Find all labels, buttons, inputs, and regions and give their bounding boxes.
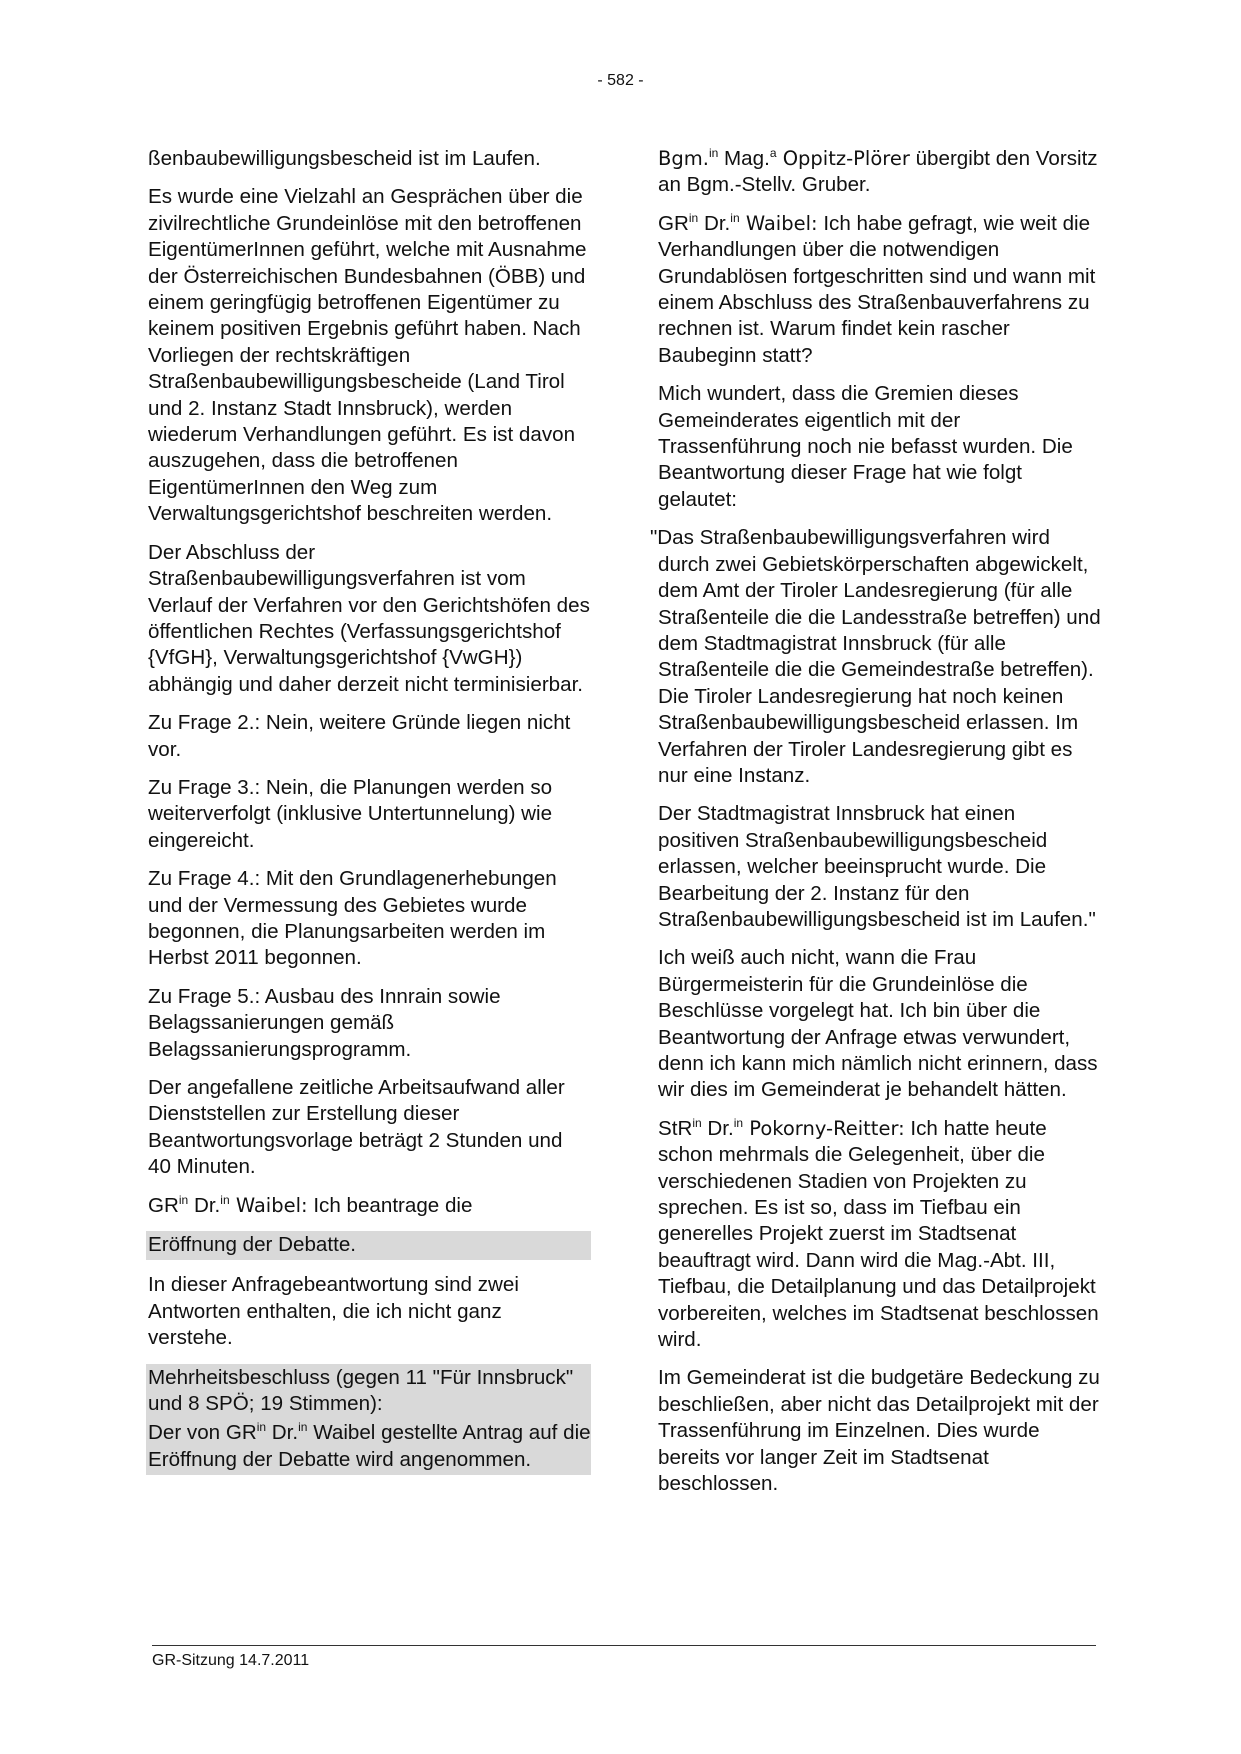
speaker-name: Waibel:	[229, 1193, 308, 1217]
right-column	[650, 146, 1101, 1510]
superscript: in	[730, 210, 740, 225]
footer-text: GR-Sitzung 14.7.2011	[152, 1652, 310, 1669]
speech-text: übergibt den Vorsitz an Bgm.-Stellv. Gruber.	[658, 147, 1098, 197]
paragraph: Es wurde eine Vielzahl an Gesprächen über die zivilrechtliche Grundeinlöse mit den betroffenen EigentümerInnen geführt, welche mit Ausnahme der Österreichischen Bundesbahnen (ÖBB) und einem geringfügig betroffenen Eigentümer zu keinem positiven Ergebnis geführt haben. Nach Vorliegen der rechtskräftigen Straßenbaubewilligungsbescheide (Land Tirol und 2. Instanz Stadt Innsbruck), werden wiederum Verhandlungen geführt. Es ist davon auszugehen, dass die betroffenen EigentümerInnen den Weg zum Verwaltungsgerichtshof beschreiten werden.	[148, 185, 587, 526]
speaker-paragraph	[658, 211, 1101, 369]
paragraph: Zu Frage 3.: Nein, die Planungen werden so weiterverfolgt (inklusive Untertunnelung) wie eingereicht.	[148, 775, 553, 852]
page-number: - 582 -	[597, 72, 644, 89]
speaker-name: Pokorny-Reitter:	[743, 1116, 905, 1140]
paragraph: ßenbaubewilligungsbescheid ist im Laufen.	[148, 147, 541, 170]
speaker-title: Bgm.	[658, 147, 709, 170]
motion-highlight: Eröffnung der Debatte.	[146, 1231, 591, 1260]
superscript: a	[769, 146, 777, 160]
speaker-name: Oppitz-Plörer	[776, 147, 910, 170]
speaker-title: StR	[658, 1116, 693, 1140]
superscript: in	[708, 146, 719, 160]
paragraph: Der Stadtmagistrat Innsbruck hat einen positiven Straßenbaubewilligungsbescheid erlassen, welcher beeinsprucht wurde. Die Bearbeitung der 2. Instanz für den Straßenbaubewilligungsbescheid ist im Laufen."	[658, 802, 1096, 931]
paragraph: Der Abschluss der Straßenbaubewilligungsverfahren ist vom Verlauf der Verfahren vor den Gerichtshöfen des öffentlichen Rechtes (Verfassungsgerichtshof {VfGH}, Verwaltungsgerichtshof {VwGH}) abhängig und daher derzeit nicht terminisierbar.	[148, 540, 590, 696]
speaker-title: GR	[148, 1193, 179, 1217]
superscript: in	[178, 1192, 189, 1207]
speaker-title: Mag.	[718, 147, 770, 170]
paragraph: Zu Frage 2.: Nein, weitere Gründe liegen nicht vor.	[148, 711, 571, 761]
resolution-highlight: Mehrheitsbeschluss (gegen 11 "Für Innsbruck" und 8 SPÖ; 19 Stimmen):	[146, 1364, 591, 1420]
speaker-paragraph	[658, 146, 1101, 199]
resolution-text: Der von GR	[148, 1421, 257, 1445]
paragraph: Zu Frage 4.: Mit den Grundlagenerhebungen und der Vermessung des Gebietes wurde begonnen, die Planungsarbeiten werden im Herbst 2011 begonnen.	[148, 867, 557, 970]
speaker-title: GR	[658, 211, 689, 235]
speaker-title: Dr.	[188, 1193, 221, 1217]
speaker-paragraph	[658, 1116, 1101, 1354]
superscript: in	[256, 1420, 267, 1435]
speech-text: Ich beantrage die	[307, 1193, 473, 1217]
superscript: in	[692, 1115, 702, 1130]
paragraph: Zu Frage 5.: Ausbau des Innrain sowie Belagssanierungen gemäß Belagssanierungsprogramm.	[148, 984, 501, 1061]
speaker-title: Dr.	[701, 1116, 734, 1140]
superscript: in	[688, 210, 699, 225]
paragraph: Der angefallene zeitliche Arbeitsaufwand aller Dienststellen zur Erstellung dieser Beantwortungsvorlage beträgt 2 Stunden und 40 Minuten.	[148, 1076, 565, 1179]
footer-divider	[152, 1645, 1096, 1646]
paragraph: In dieser Anfragebeantwortung sind zwei Antworten enthalten, die ich nicht ganz verstehe.	[148, 1273, 519, 1350]
speech-text: Ich habe gefragt, wie weit die Verhandlungen über die notwendigen Grundablösen fortgeschritten sind und wann mit einem Abschluss des Straßenbauverfahrens zu rechnen ist. Warum findet kein rascher Baubeginn statt?	[658, 211, 1096, 367]
paragraph: Im Gemeinderat ist die budgetäre Bedeckung zu beschließen, aber nicht das Detailprojekt mit der Trassenführung im Einzelnen. Dies wurde bereits vor langer Zeit im Stadtsenat beschlossen.	[658, 1366, 1100, 1496]
paragraph: Ich weiß auch nicht, wann die Frau Bürgermeisterin für die Grundeinlöse die Beschlüsse vorgelegt hat. Ich bin über die Beantwortung der Anfrage etwas verwundert, denn ich kann mich nämlich nicht erinnern, dass wir dies im Gemeinderat je behandelt hätten.	[658, 946, 1098, 1102]
resolution-text: Waibel gestellte Antrag auf die Eröffnung der Debatte wird angenommen.	[148, 1421, 591, 1471]
superscript: in	[298, 1420, 308, 1435]
speech-text: Ich hatte heute schon mehrmals die Gelegenheit, über die verschiedenen Stadien von Projekten zu sprechen. Es ist so, dass im Tiefbau ein generelles Projekt zuerst im Stadtsenat beauftragt wird. Dann wird die Mag.-Abt. III, Tiefbau, die Detailplanung und das Detailprojekt vorbereiten, welches im Stadtsenat beschlossen wird.	[658, 1116, 1099, 1352]
speaker-paragraph	[148, 1193, 591, 1219]
speaker-title: Dr.	[698, 211, 731, 235]
superscript: in	[220, 1192, 230, 1207]
resolution-text: Dr.	[266, 1421, 299, 1445]
speaker-name: Waibel:	[739, 211, 818, 235]
resolution-highlight	[146, 1419, 591, 1475]
paragraph: Mich wundert, dass die Gremien dieses Gemeinderates eigentlich mit der Trassenführung noch nie befasst wurden. Die Beantwortung dieser Frage hat wie folgt gelautet:	[658, 382, 1073, 511]
quote-paragraph: "Das Straßenbaubewilligungsverfahren wird durch zwei Gebietskörperschaften abgewickelt, dem Amt der Tiroler Landesregierung (für alle Straßenteile die die Landesstraße betreffen) und dem Stadtmagistrat Innsbruck (für alle Straßenteile die die Gemeindestraße betreffen). Die Tiroler Landesregierung hat noch keinen Straßenbaubewilligungsbescheid erlassen. Im Verfahren der Tiroler Landesregierung gibt es nur eine Instanz.	[650, 526, 1101, 787]
left-column	[148, 146, 591, 1487]
superscript: in	[733, 1115, 744, 1130]
